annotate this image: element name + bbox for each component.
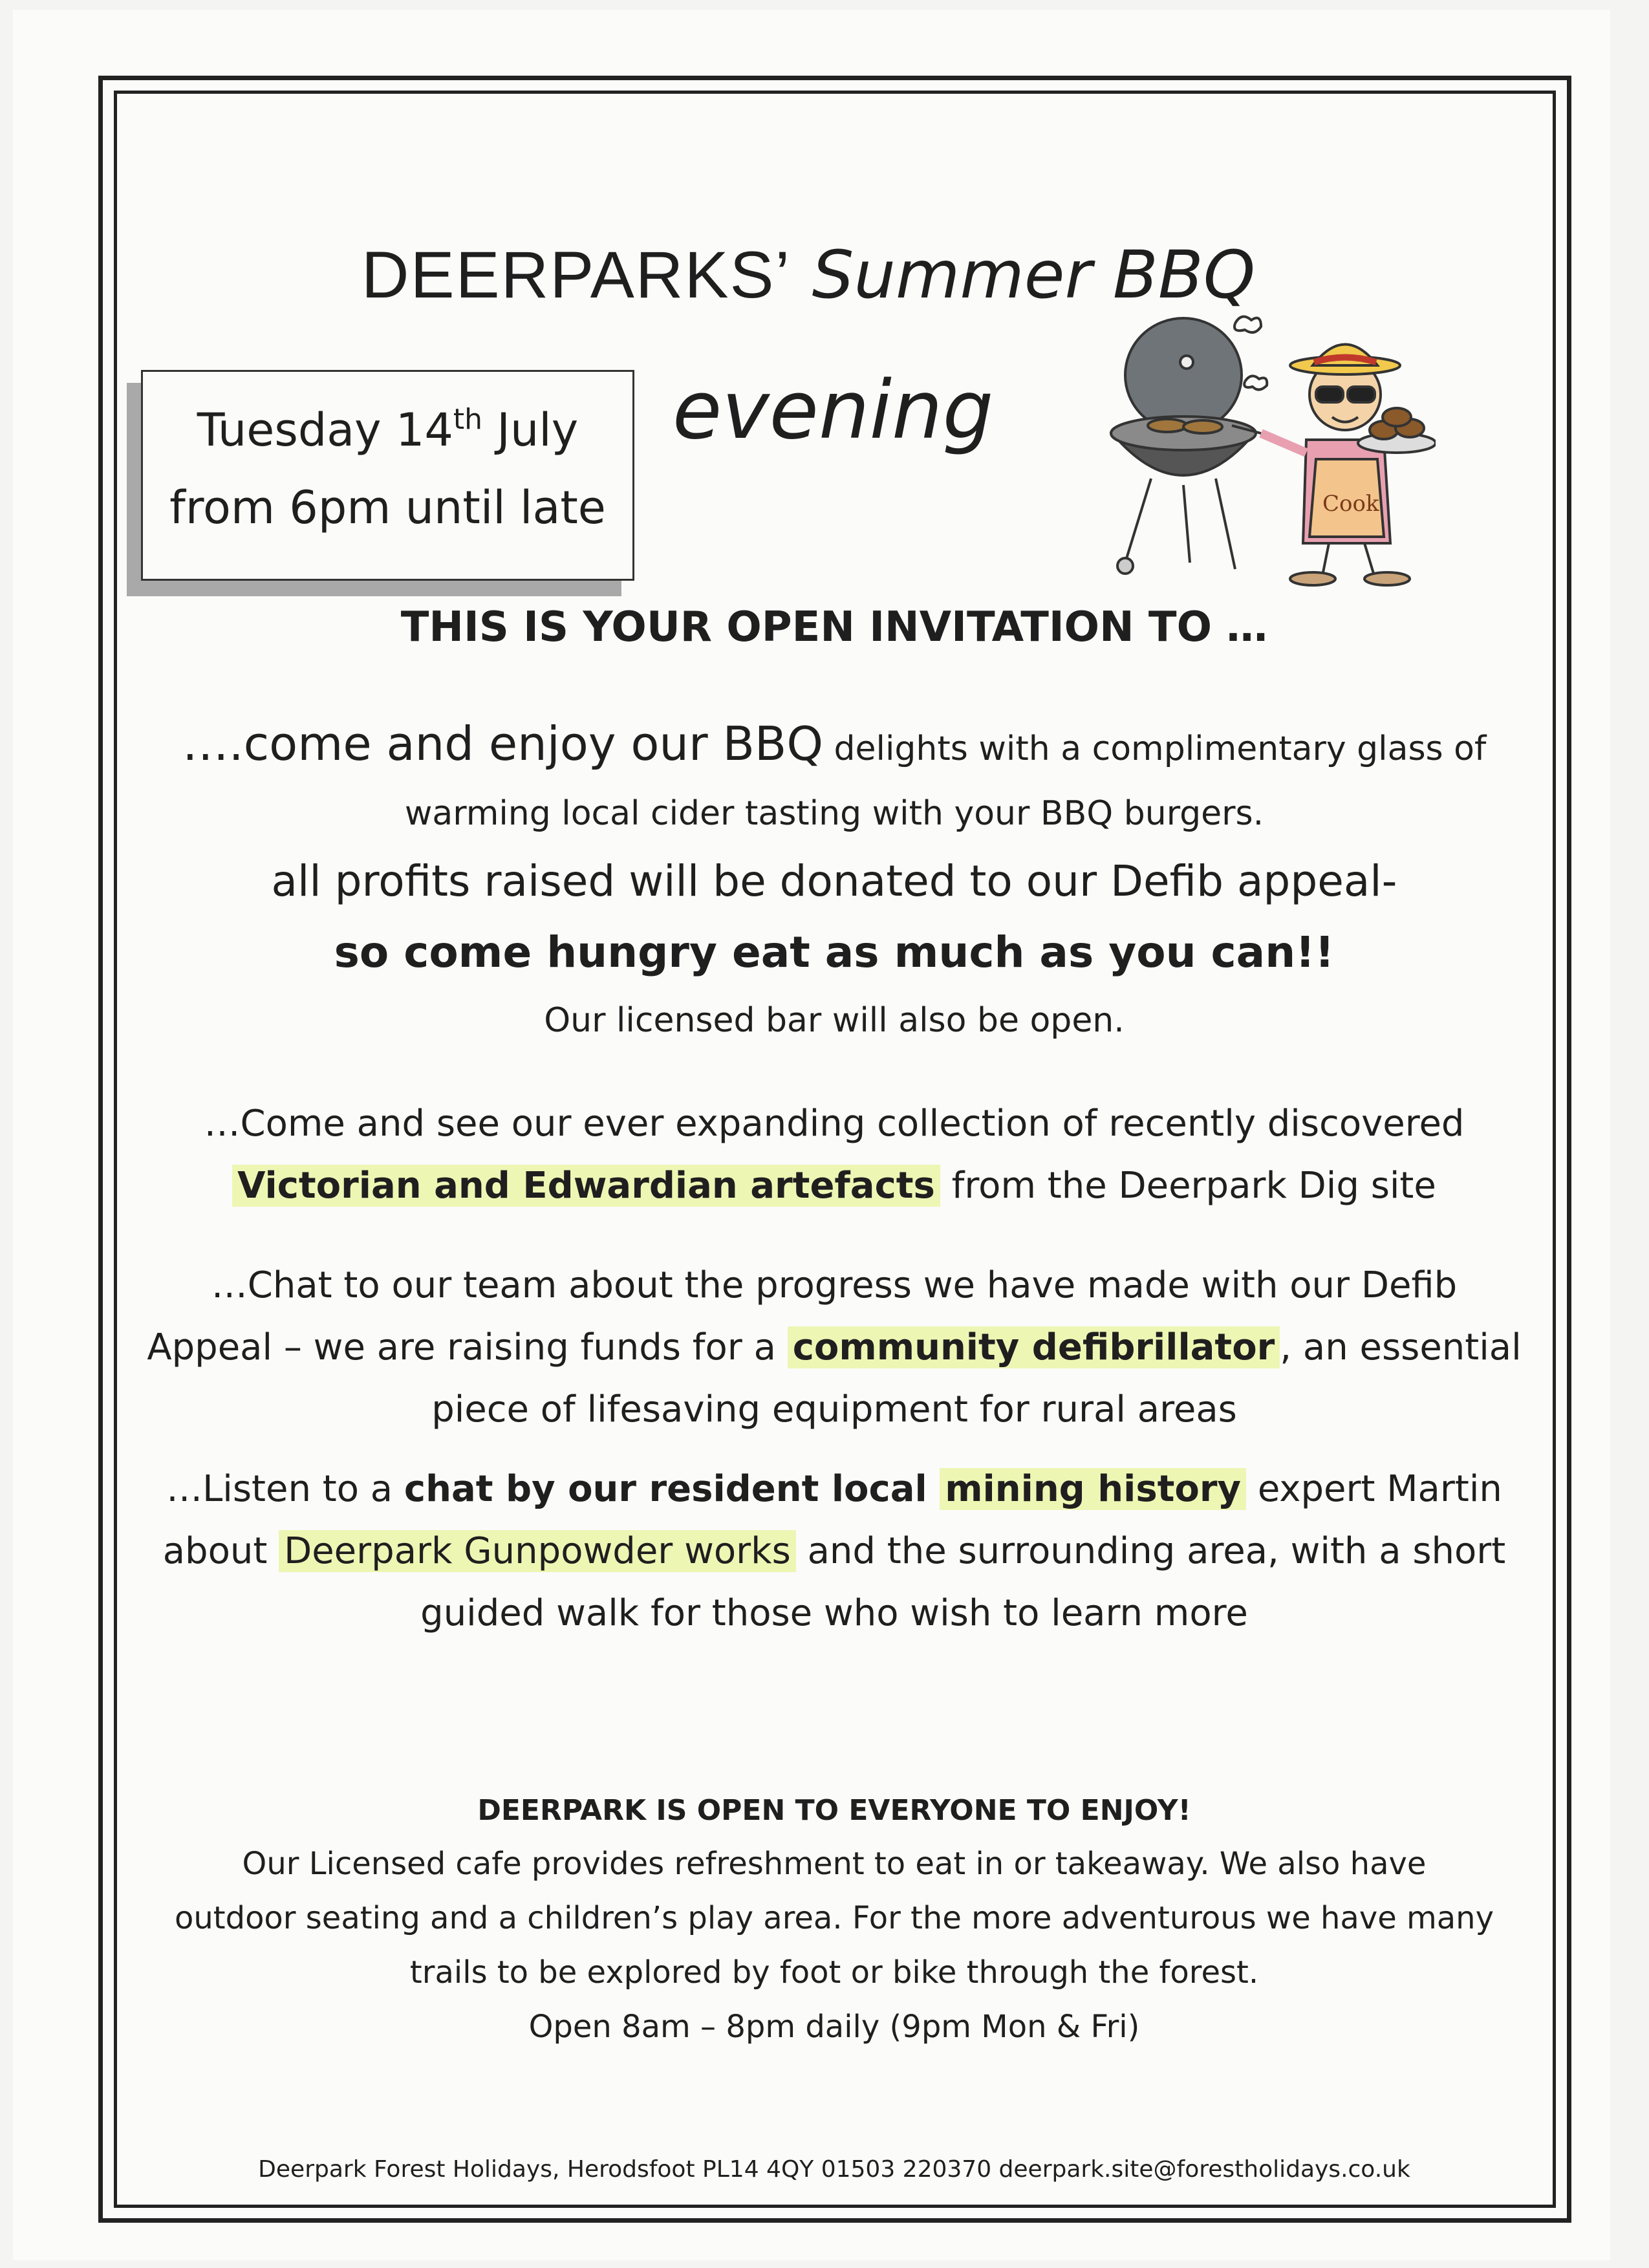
title-brand: DEERPARKS’ <box>361 238 792 312</box>
bbq-line-3: all profits raised will be donated to our Defib appeal- <box>271 856 1397 906</box>
bbq-cook-icon <box>1099 310 1436 595</box>
event-title <box>194 233 1423 318</box>
gunpowder-highlight: Deerpark Gunpowder works <box>279 1530 796 1572</box>
event-time: from 6pm until late <box>169 481 606 534</box>
bbq-line-1: ….come and enjoy our BBQ delights with a complimentary glass of <box>182 717 1487 771</box>
open-heading: DEERPARK IS OPEN TO EVERYONE TO ENJOY! <box>477 1794 1191 1827</box>
bbq-paragraph <box>129 711 1539 1053</box>
footer-contact: Deerpark Forest Holidays, Herodsfoot PL14 4QY 01503 220370 deerpark.site@forestholidays.co.uk <box>258 2156 1410 2183</box>
event-date: Tuesday 14th July <box>197 403 579 457</box>
mining-history-highlight: mining history <box>940 1468 1246 1510</box>
bbq-line-4: so come hungry eat as much as you can!! <box>334 927 1335 977</box>
defib-paragraph: …Chat to our team about the progress we have made with our Defib Appeal – we are raising funds for a community defibrillator , an essential piece of lifesaving equipment for rural areas <box>147 1264 1522 1431</box>
title-event-name: Summer BBQ <box>812 237 1256 314</box>
history-paragraph: …Listen to a chat by our resident local mining history expert Martin about Deerpark Gunpowder works and the surrounding area, with a short guided walk for those who wish to learn more <box>162 1468 1506 1634</box>
date-box <box>141 370 634 581</box>
title-subtitle: evening <box>673 364 994 457</box>
defib-highlight: community defibrillator <box>788 1326 1280 1368</box>
bbq-line-2: warming local cider tasting with your BBQ burgers. <box>404 794 1264 833</box>
opening-hours: Open 8am – 8pm daily (9pm Mon & Fri) <box>528 2009 1140 2045</box>
artefacts-highlight: Victorian and Edwardian artefacts <box>232 1165 940 1207</box>
artefacts-paragraph: …Come and see our ever expanding collection of recently discovered Victorian and Edwardian artefacts from the Deerpark Dig site <box>204 1103 1465 1207</box>
open-paragraph: Our Licensed cafe provides refreshment to eat in or takeaway. We also have outdoor seating and a children’s play area. For the more adventurous we have many trails to be explored by foot or bike through the forest. Open 8am – 8pm daily (9pm Mon & Fri) <box>129 1837 1539 2054</box>
svg-text:Cook: Cook <box>1322 491 1379 517</box>
invitation-heading: THIS IS YOUR OPEN INVITATION TO … <box>400 603 1268 651</box>
bbq-line-5: Our licensed bar will also be open. <box>544 1001 1125 1040</box>
